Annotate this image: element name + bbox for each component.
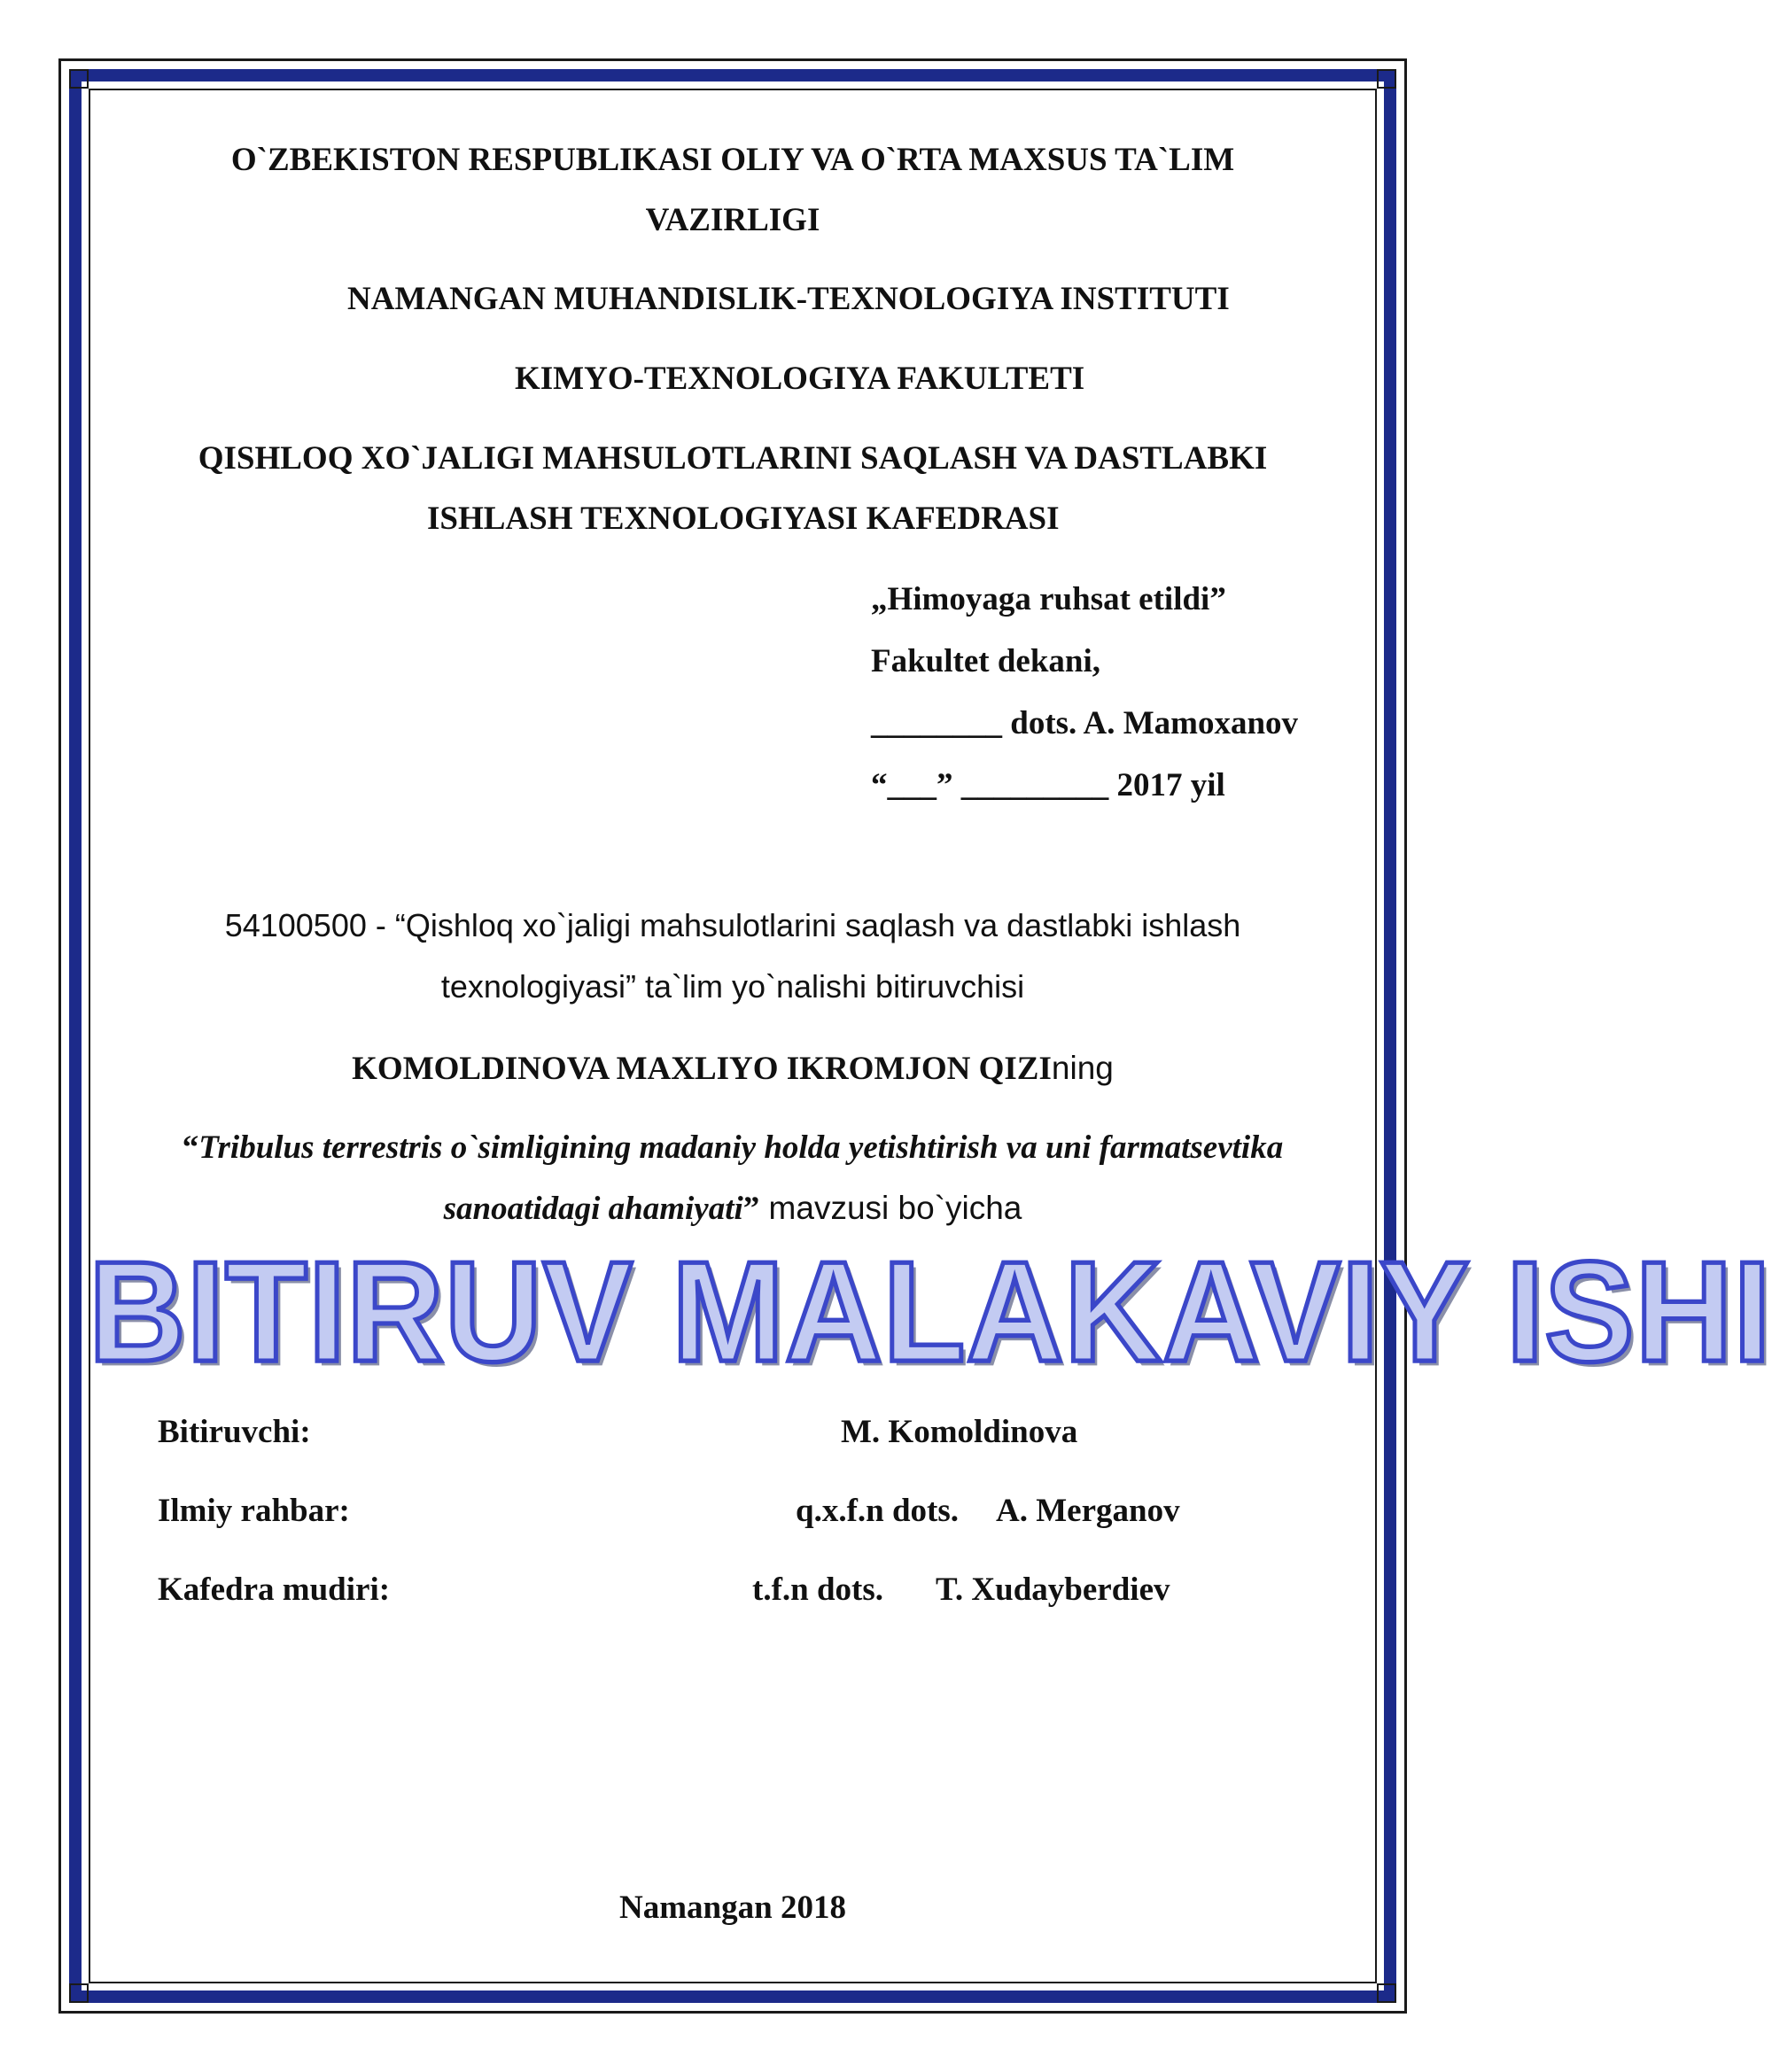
student-name-line xyxy=(89,1052,1377,1085)
signature-name-head: T. Xudayberdiev xyxy=(936,1571,1170,1608)
topic-tail: mavzusi bo`yicha xyxy=(759,1190,1022,1226)
topic-line-1 xyxy=(89,1131,1377,1164)
signature-title-supervisor: q.x.f.n dots. xyxy=(796,1493,960,1529)
city-year: Namangan 2018 xyxy=(619,1890,846,1926)
institute-name: NAMANGAN MUHANDISLIK-TEXNOLOGIYA INSTITUTI xyxy=(347,281,1230,317)
signature-title-head: t.f.n dots. xyxy=(752,1571,884,1608)
signature-name-graduate: M. Komoldinova xyxy=(841,1414,1078,1450)
department-name-line-2: ISHLASH TEXNOLOGIYASI KAFEDRASI xyxy=(427,501,1060,537)
signature-role-supervisor: Ilmiy rahbar: xyxy=(158,1493,350,1529)
direction-line-2: texnologiyasi” ta`lim yo`nalishi bitiruvchisi xyxy=(440,968,1025,1005)
topic-close-quote: ” xyxy=(742,1191,760,1227)
signature-role-head: Kafedra mudiri: xyxy=(158,1571,391,1608)
approval-date: “___” _________ 2017 yil xyxy=(871,767,1225,803)
topic-title-part-1: Tribulus terrestris o`simligining madaniy holda yetishtirish va uni farmatsevtika xyxy=(198,1129,1284,1166)
direction-line-1: 54100500 - “Qishloq xo`jaligi mahsulotlarini saqlash va dastlabki ishlash xyxy=(224,907,1241,943)
topic-line-2 xyxy=(89,1191,1377,1225)
student-name: KOMOLDINOVA MAXLIYO IKROMJON QIZI xyxy=(352,1051,1052,1087)
student-name-suffix: ning xyxy=(1051,1050,1114,1086)
topic-open-quote: “ xyxy=(182,1129,199,1166)
border-corner-ornament xyxy=(1377,69,1396,89)
department-name-line-1: QISHLOQ XO`JALIGI MAHSULOTLARINI SAQLASH VA DASTLABKI xyxy=(198,440,1268,477)
approval-heading: „Himoyaga ruhsat etildi” xyxy=(871,581,1226,617)
border-corner-ornament xyxy=(1377,1983,1396,2003)
faculty-name: KIMYO-TEXNOLOGIYA FAKULTETI xyxy=(515,361,1085,397)
ministry-name-line-2: VAZIRLIGI xyxy=(645,202,820,238)
ministry-name-line-1: O`ZBEKISTON RESPUBLIKASI OLIY VA O`RTA MAXSUS TA`LIM xyxy=(230,142,1235,178)
work-title: BITIRUV MALAKAVIY ISHI xyxy=(89,1231,1772,1393)
approval-dean-signature: ________ dots. A. Mamoxanov xyxy=(871,705,1299,741)
border-corner-ornament xyxy=(69,1983,89,2003)
approval-dean-title: Fakultet dekani, xyxy=(871,643,1101,679)
topic-title-part-2: sanoatidagi ahamiyati xyxy=(443,1191,743,1227)
signature-role-graduate: Bitiruvchi: xyxy=(158,1414,311,1450)
border-corner-ornament xyxy=(69,69,89,89)
signature-name-supervisor: A. Merganov xyxy=(996,1493,1180,1529)
